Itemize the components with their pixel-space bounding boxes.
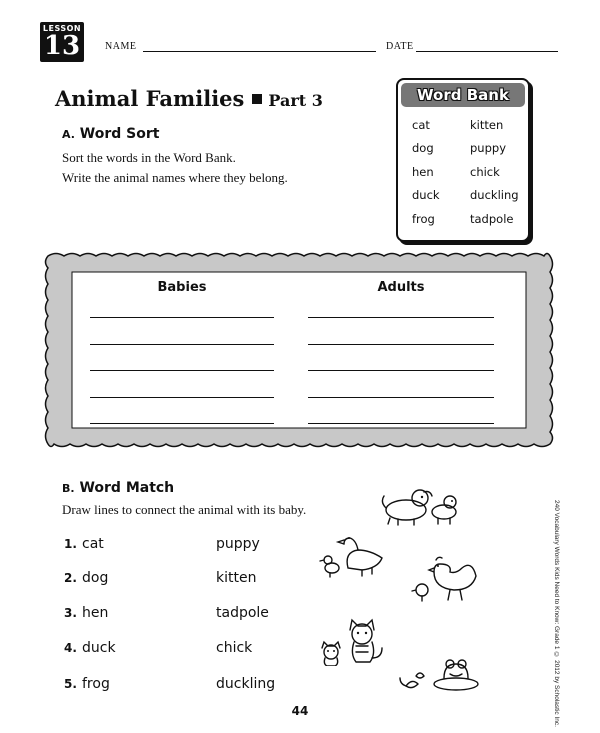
- instruction-line: Write the animal names where they belong.: [62, 170, 288, 185]
- bank-word-adult: frog: [412, 211, 435, 226]
- match-number: 5.: [64, 677, 77, 691]
- bank-word-baby: kitten: [470, 118, 504, 132]
- match-left-word[interactable]: cat: [82, 536, 104, 552]
- lesson-badge: [40, 22, 84, 62]
- adults-answer-line[interactable]: [308, 317, 494, 318]
- word-bank-title: Word Bank: [401, 83, 525, 107]
- word-bank: [396, 78, 530, 242]
- babies-answer-line[interactable]: [90, 317, 274, 318]
- match-right-word[interactable]: puppy: [216, 536, 260, 552]
- match-right-word[interactable]: chick: [216, 640, 253, 656]
- name-field-line[interactable]: [143, 51, 376, 52]
- match-item: [64, 605, 108, 625]
- word-bank-row: [412, 165, 522, 188]
- side-credit: 240 Vocabulary Words Kids Need to Know: Grade 1 © 2012 by Scholastic Inc.: [553, 500, 560, 727]
- section-a-title: Word Sort: [79, 126, 160, 142]
- dog-and-puppy-icon: [376, 482, 466, 526]
- match-item: [64, 676, 110, 696]
- babies-answer-line[interactable]: [90, 344, 274, 345]
- bank-word-baby: chick: [470, 164, 500, 179]
- lesson-number: 13: [43, 31, 81, 61]
- column-adults-header: Adults: [377, 280, 425, 295]
- match-item: [64, 570, 108, 590]
- match-item: [64, 640, 116, 660]
- match-right-word[interactable]: kitten: [216, 570, 257, 586]
- date-label: DATE: [386, 41, 414, 52]
- match-left-word[interactable]: duck: [82, 640, 116, 656]
- section-b-letter: B.: [62, 482, 75, 495]
- match-number: 1.: [64, 537, 77, 551]
- page-number: 44: [291, 704, 309, 718]
- title-square-icon: [252, 94, 262, 104]
- word-bank-row: [412, 188, 522, 211]
- duck-and-duckling-icon: [318, 528, 408, 580]
- match-number: 2.: [64, 571, 77, 585]
- bank-word-baby: puppy: [470, 141, 506, 156]
- title-main: Animal Families: [55, 86, 245, 111]
- match-right-word[interactable]: tadpole: [216, 605, 269, 621]
- frog-and-tadpole-icon: [398, 646, 480, 696]
- babies-answer-line[interactable]: [90, 397, 274, 398]
- section-b-heading: [62, 480, 174, 496]
- bank-word-baby: duckling: [470, 188, 519, 203]
- bank-word-adult: hen: [412, 164, 434, 179]
- section-a-heading: [62, 126, 159, 142]
- instruction-line: Sort the words in the Word Bank.: [62, 150, 236, 165]
- column-babies-header: Babies: [157, 280, 207, 295]
- word-bank-row: [412, 118, 522, 141]
- match-left-word[interactable]: dog: [82, 570, 109, 586]
- hen-and-chick-icon: [410, 552, 486, 606]
- title-part: Part 3: [268, 91, 323, 110]
- match-left-word[interactable]: hen: [82, 605, 109, 621]
- section-a-instructions: [62, 148, 288, 188]
- match-right-word[interactable]: duckling: [216, 676, 276, 692]
- bank-word-adult: dog: [412, 141, 434, 156]
- section-b-title: Word Match: [79, 480, 175, 496]
- adults-answer-line[interactable]: [308, 397, 494, 398]
- page-title: [55, 86, 323, 111]
- word-bank-row: [412, 141, 522, 164]
- adults-answer-line[interactable]: [308, 423, 494, 424]
- match-number: 4.: [64, 641, 77, 655]
- lesson-word: LESSON: [42, 24, 82, 33]
- name-label: NAME: [105, 41, 137, 52]
- word-bank-row: [412, 212, 522, 235]
- adults-answer-line[interactable]: [308, 370, 494, 371]
- match-item: [64, 536, 104, 556]
- bank-word-adult: duck: [412, 188, 440, 203]
- babies-answer-line[interactable]: [90, 370, 274, 371]
- cat-and-kitten-icon: [316, 610, 388, 666]
- babies-answer-line[interactable]: [90, 423, 274, 424]
- date-field-line[interactable]: [416, 51, 558, 52]
- section-a-letter: A.: [62, 128, 75, 141]
- adults-answer-line[interactable]: [308, 344, 494, 345]
- match-number: 3.: [64, 606, 77, 620]
- section-b-instructions: Draw lines to connect the animal with its baby.: [62, 502, 307, 517]
- match-left-word[interactable]: frog: [82, 676, 110, 692]
- word-bank-list: [412, 118, 522, 235]
- bank-word-adult: cat: [412, 118, 430, 132]
- bank-word-baby: tadpole: [470, 211, 514, 226]
